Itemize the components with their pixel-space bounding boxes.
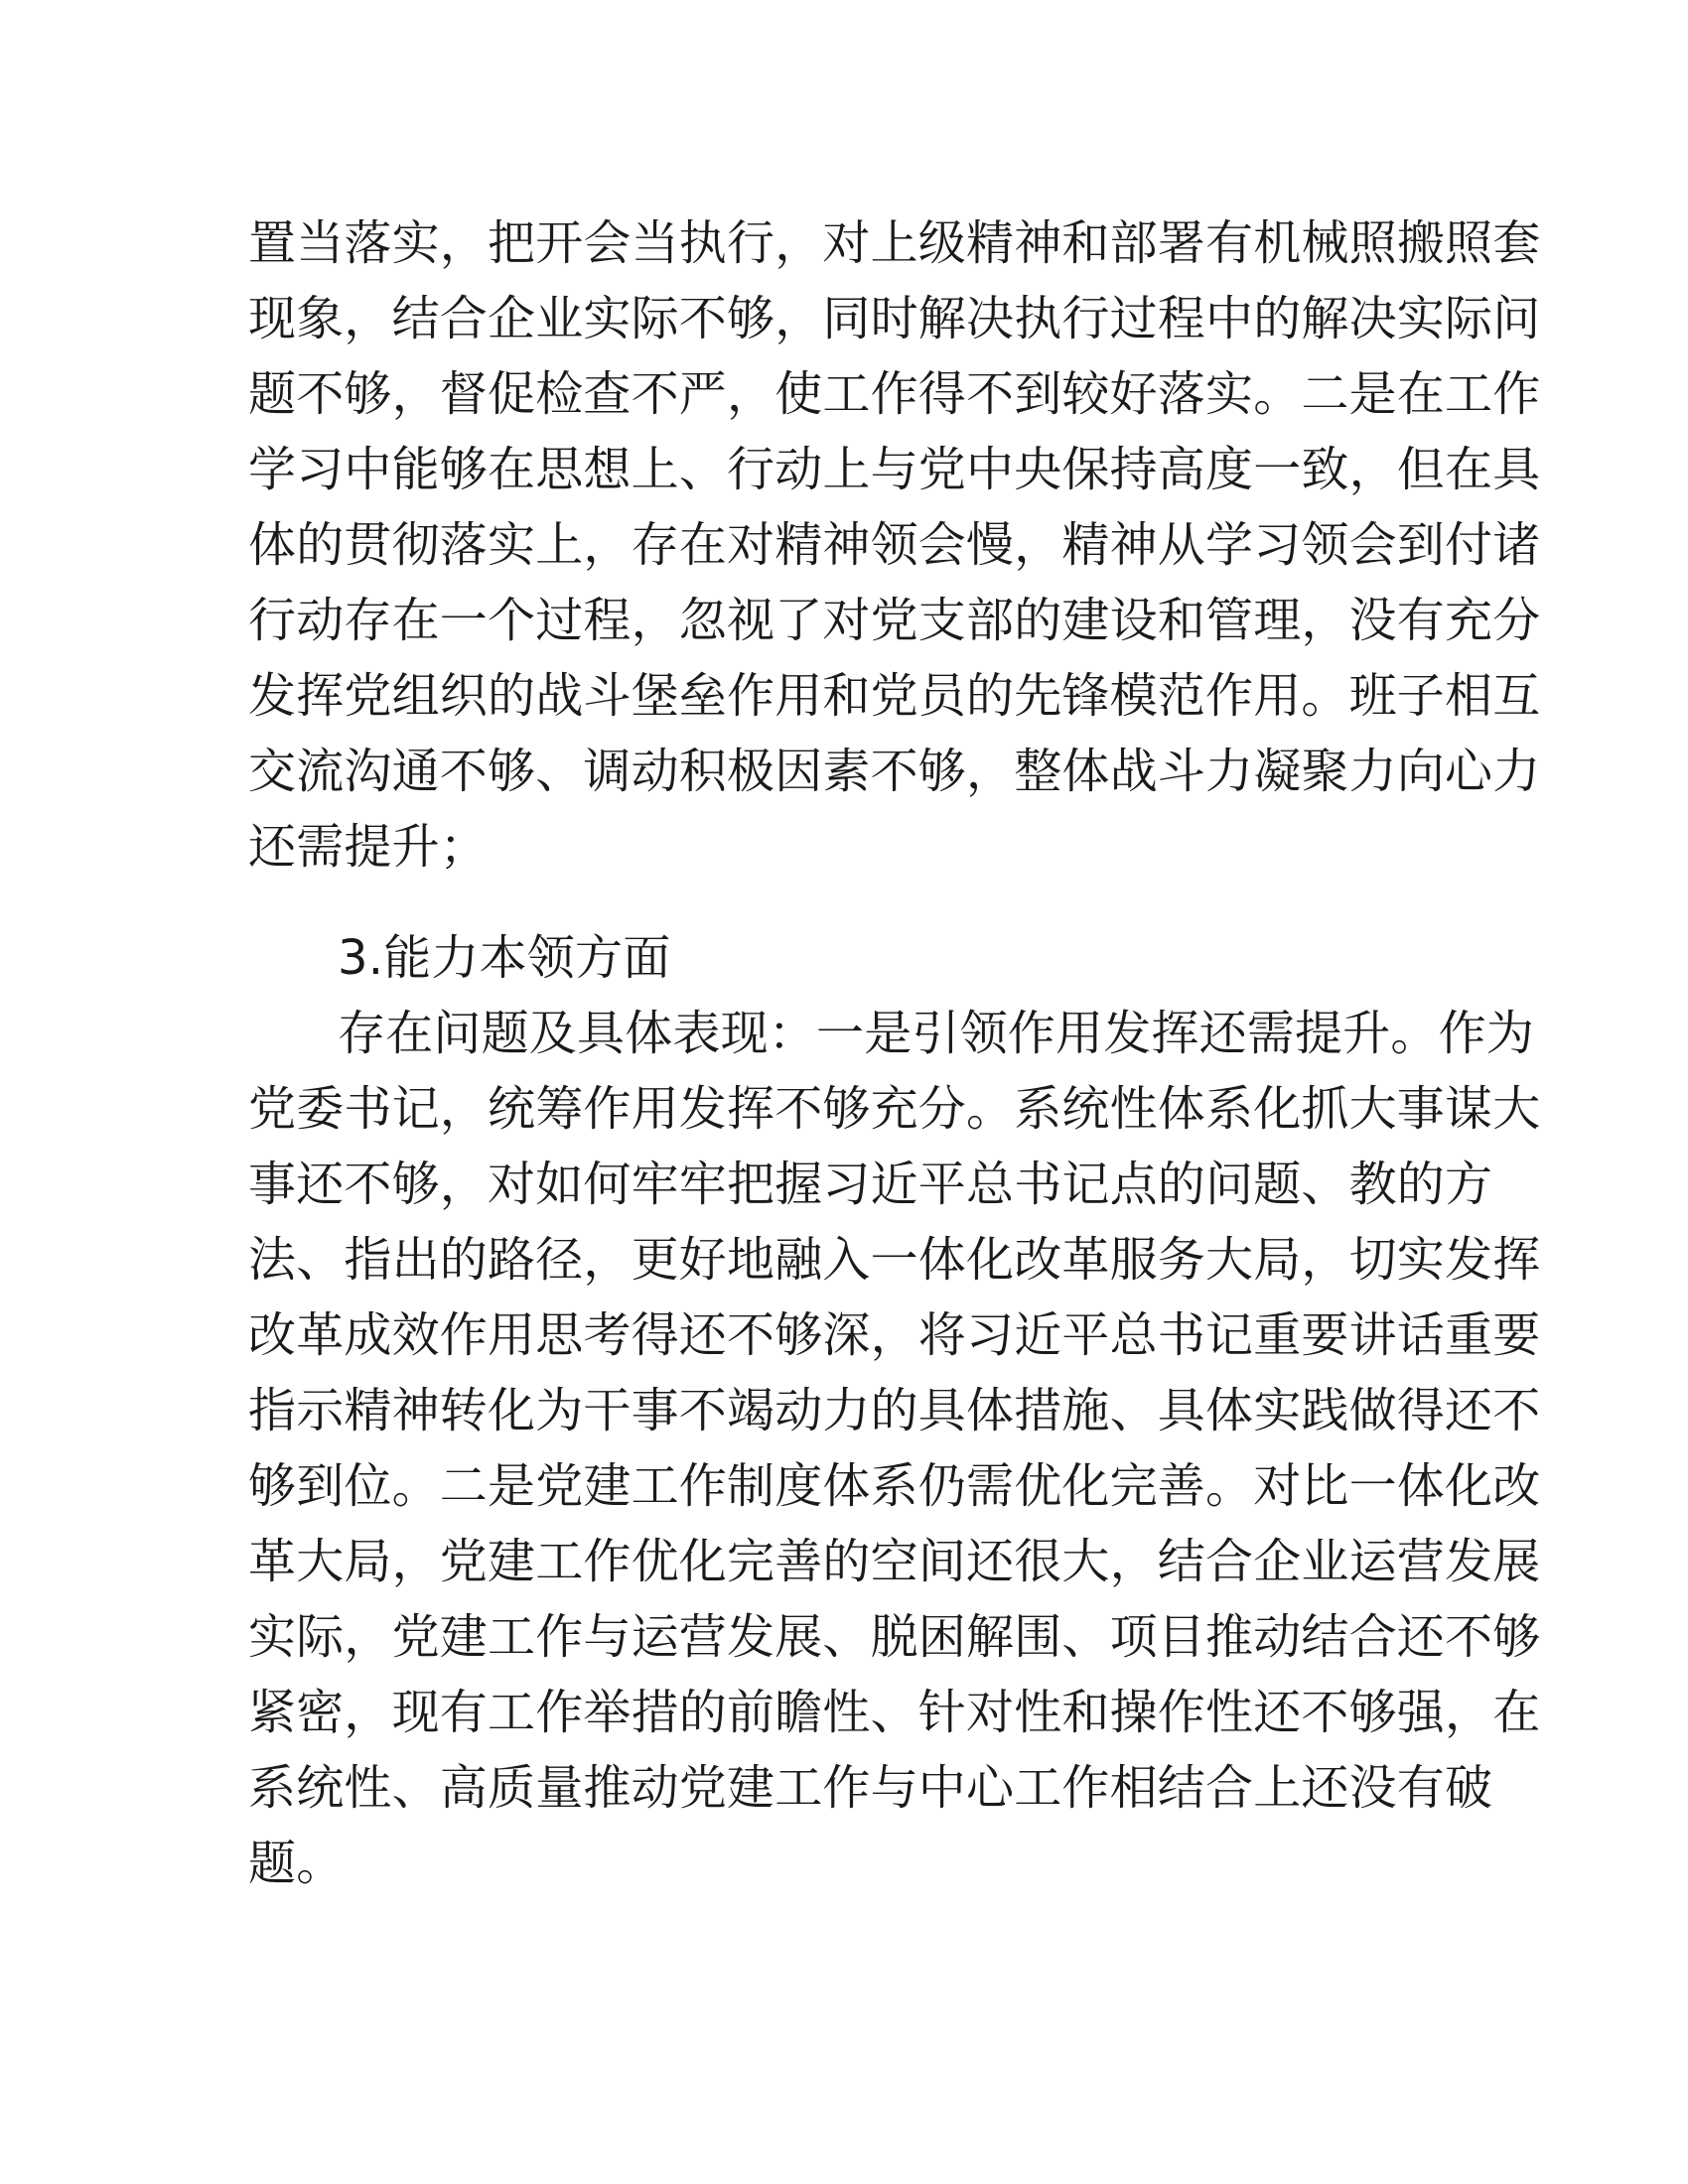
paragraph-line: 行动存在一个过程，忽视了对党支部的建设和管理，没有充分 <box>248 593 1541 648</box>
paragraph-line: 发挥党组织的战斗堡垒作用和党员的先锋模范作用。班子相互 <box>248 668 1541 724</box>
paragraph-line: 存在问题及具体表现：一是引领作用发挥还需提升。作为 <box>338 1006 1535 1061</box>
paragraph-line: 法、指出的路径，更好地融入一体化改革服务大局，切实发挥 <box>248 1232 1541 1288</box>
section-heading-block <box>248 920 1440 996</box>
paragraph-line: 事还不够，对如何牢牢把握习近平总书记点的问题、教的方 <box>248 1157 1493 1212</box>
paragraph-line: 革大局，党建工作优化完善的空间还很大，结合企业运营发展 <box>248 1534 1541 1589</box>
paragraph-line: 系统性、高质量推动党建工作与中心工作相结合上还没有破 <box>248 1760 1493 1816</box>
paragraph-continuation <box>248 205 1541 885</box>
paragraph-line: 题不够，督促检查不严，使工作得不到较好落实。二是在工作 <box>248 366 1541 422</box>
paragraph-line: 学习中能够在思想上、行动上与党中央保持高度一致，但在具 <box>248 442 1541 497</box>
paragraph-problems <box>248 996 1541 1901</box>
paragraph-line: 置当落实，把开会当执行，对上级精神和部署有机械照搬照套 <box>248 215 1541 271</box>
paragraph-line: 交流沟通不够、调动积极因素不够，整体战斗力凝聚力向心力 <box>248 744 1541 799</box>
paragraph-line: 现象，结合企业实际不够，同时解决执行过程中的解决实际问 <box>248 291 1541 346</box>
paragraph-line: 体的贯彻落实上，存在对精神领会慢，精神从学习领会到付诸 <box>248 517 1541 573</box>
section-heading: 3.能力本领方面 <box>338 930 671 986</box>
paragraph-line: 党委书记，统筹作用发挥不够充分。系统性体系化抓大事谋大 <box>248 1081 1541 1137</box>
paragraph-line: 实际，党建工作与运营发展、脱困解围、项目推动结合还不够 <box>248 1609 1541 1665</box>
paragraph-line: 指示精神转化为干事不竭动力的具体措施、具体实践做得还不 <box>248 1383 1541 1438</box>
paragraph-line: 改革成效作用思考得还不够深，将习近平总书记重要讲话重要 <box>248 1307 1541 1363</box>
paragraph-line: 题。 <box>248 1836 345 1891</box>
paragraph-line: 紧密，现有工作举措的前瞻性、针对性和操作性还不够强，在 <box>248 1685 1541 1740</box>
paragraph-line: 还需提升； <box>248 819 489 875</box>
paragraph-line: 够到位。二是党建工作制度体系仍需优化完善。对比一体化改 <box>248 1458 1541 1514</box>
